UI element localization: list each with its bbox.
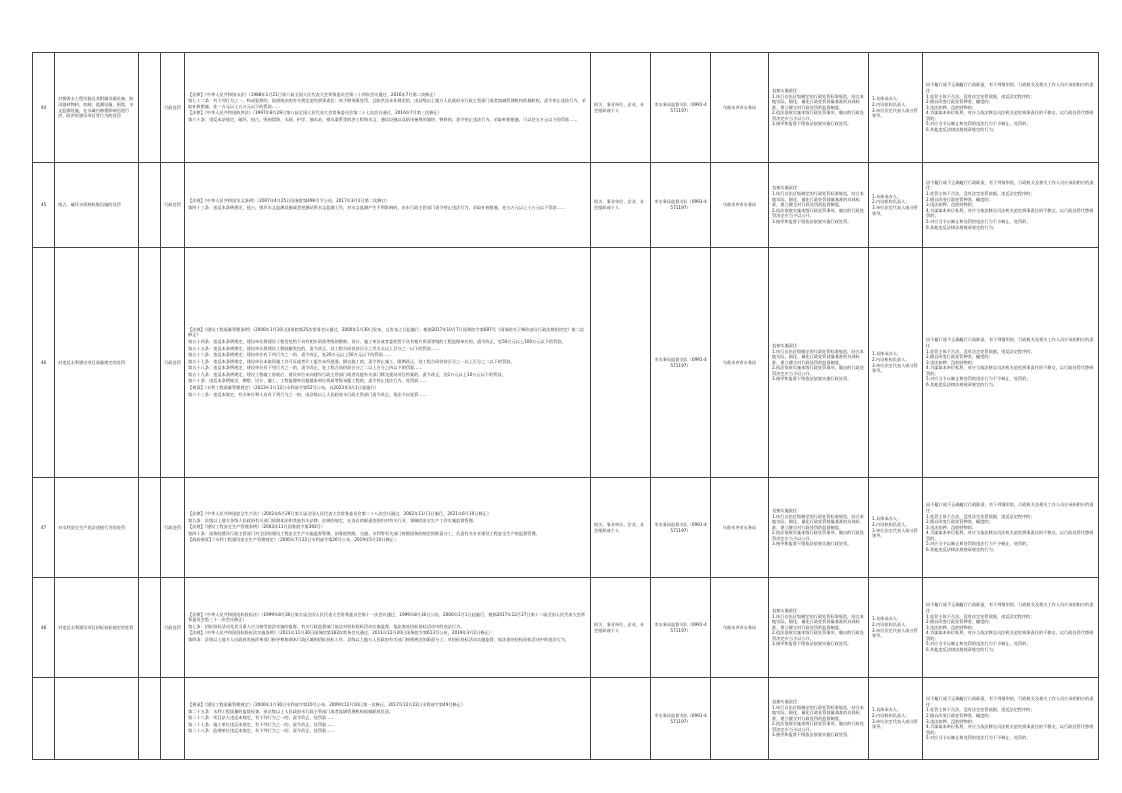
accountability-line: 3.违法扣押、没收财物的； [926, 104, 977, 110]
duty-line: 3.指导和监督下级依法依规实施行政处罚。 [772, 121, 852, 127]
row-accountability [923, 163, 1099, 248]
legal-basis-paragraph: 第二十六条：项目法人违反本规定，有下列行为之一的，责令改正，处罚款…… [188, 715, 335, 721]
row-duties [769, 578, 869, 678]
row-subject [591, 248, 651, 478]
row-subject: 机关、事业单位、企业、社会组织或个人 [591, 478, 651, 578]
row-legal-basis [185, 163, 591, 248]
duty-line: 2.依法依规实施本级行政处罚事项，做出的行政处罚决定应当予以公开。 [772, 530, 864, 541]
row-responsible [869, 248, 923, 478]
accountability-line: 因不履行或不正确履行行政职责，有下列情形的，行政机关及相关工作人员应承担相应的责任： [926, 179, 1094, 191]
row-agency: 乌鲁木齐市水务局 [711, 478, 769, 578]
legal-basis-paragraph: 【法律】《中华人民共和国水法》（1988年1月21日第六届全国人民代表大会常务委员会第二十四次会议通过，2016年7月第二次修正） [188, 91, 438, 97]
accountability-line: 4.为谋取本单位私利，对应当依法移交司法机关追究刑事责任的不移交，以行政处罚代替刑罚的； [926, 724, 1094, 735]
row-item-name: 对违反水利建设项目质量规定的处罚 [55, 248, 139, 478]
row-empty-cell [139, 578, 161, 678]
accountability-line: 5.对应当予以制止和处罚的违法行为不予制止、处罚的； [926, 376, 1031, 382]
duty-line: 3.指导和监督下级依法依规实施行政处罚。 [772, 641, 852, 647]
table-body [33, 53, 1099, 760]
duty-line: 1.执行自治区级制定的行政处罚标准规范，结合本地实际，细化、量化行政处罚裁量基准的具体标准，建立健全对行政处罚的监督制度。 [772, 191, 864, 208]
row-agency [711, 678, 769, 760]
accountability-line: 6.其他违反法律法规规章规定的行为。 [926, 224, 997, 230]
legal-basis-paragraph: 第五十五条：违反本条例规定，建设单位将建设工程肢解发包的，责令改正，处工程合同价款百分之零点五以上百分之一以下的罚款…… [188, 345, 440, 351]
row-type [161, 678, 185, 760]
responsible-line: 3.单位法定代表人或分管领导。 [872, 362, 918, 374]
legal-basis-paragraph: 第六十条：违反本法规定，破坏、侵占、毁损堤防、水闸、护岸、抽水站、排水渠系等防洪工程和水文、通信设施以及防汛备用的器材、物料的，责令停止违法行为，采取补救措施，可以处五万元以下的罚款…… [188, 116, 578, 122]
row-type: 行政处罚 [161, 163, 185, 248]
legal-basis-paragraph: 【法律】《中华人民共和国防洪法》（1997年8月29日第八届全国人民代表大会常务委员会第二十七次会议通过，2016年7月第三次修正） [188, 110, 442, 116]
table-row [33, 248, 1099, 478]
legal-basis-paragraph: 【政府规章】《水利工程建设安全生产管理规定》（2005年7月22日水利部令第26号公布，2019年5月10日修正） [188, 537, 399, 543]
row-legal-basis [185, 478, 591, 578]
legal-basis-paragraph: 第六十条：违反本条例规定，勘察、设计、施工、工程监理单位超越本单位资质等级承揽工程的，责令停止违法行为，处罚款…… [188, 378, 427, 384]
responsible-line: 1.具体承办人； [872, 96, 902, 102]
responsible-line: 2.内设机构负责人； [872, 101, 910, 107]
responsible-line: 1.具体承办人； [872, 616, 902, 622]
table-row [33, 678, 1099, 760]
row-duties [769, 163, 869, 248]
row-responsible [869, 163, 923, 248]
legal-basis-paragraph: 【法规】《建设工程质量管理条例》（2000年1月10日国务院第25次常务会议通过，2000年1月30日发布，自发布之日起施行；根据2017年10月7日国务院令第687号《国务院关于修改部分行政法规的决定》第二次修正） [188, 326, 584, 338]
accountability-line: 因不履行或不正确履行行政职责，有下列情形的，行政机关及相关工作人员应承担相应的责任： [926, 82, 1094, 93]
legal-basis-paragraph: 【法律】《中华人民共和国招标投标法》（1999年8月30日第九届全国人民代表大会常务委员会第十一次会议通过，1999年8月30日公布，2000年1月1日起施行，根据2017年12月27日第十二届全国人民代表大会常务委员会第三十一次会议修正） [188, 611, 586, 623]
accountability-line: 4.为谋取本单位私利，对应当依法移交司法机关追究刑事责任的不移交，以行政处罚代替刑罚的； [926, 630, 1094, 641]
duty-line: 1.执行自治区级制定的行政处罚标准规范，结合本地实际，细化、量化行政处罚裁量基准的具体标准，建立健全对行政处罚的监督制度。 [772, 613, 864, 630]
duty-line: 直接实施责任： [772, 507, 802, 513]
legal-basis-paragraph: 第五十八条：违反本条例规定，建设单位有下列行为之一的，责令改正，处工程合同价款百分之二以上百分之四以下的罚款…… [188, 365, 423, 371]
accountability-line: 4.为谋取本单位私利，对应当依法移交司法机关追究刑事责任的不移交，以行政处罚代替刑罚的； [926, 110, 1094, 121]
duty-line: 1.执行自治区级制定的行政处罚标准规范，结合本地实际，细化、量化行政处罚裁量基准的具体标准，建立健全对行政处罚的监督制度。 [772, 93, 864, 110]
legal-basis-paragraph: 第七条：招标投标活动及其当事人应当接受依法实施的监督。有关行政监督部门依法对招标投标活动实施监督，依法查处招标投标活动中的违法行为。 [188, 623, 465, 629]
accountability-line: 1.处罚主体不合法，没有法定处罚依据，违反法定程序的； [926, 613, 1035, 619]
row-seq [33, 678, 55, 760]
row-subject: 机关、事业单位、企业、社会组织或个人 [591, 163, 651, 248]
row-subject [591, 678, 651, 760]
legal-basis-paragraph: 第二十八条：监理单位违反本规定，有下列行为之一的，责令改正，处罚款…… [188, 728, 335, 734]
duty-line: 3.指导和监督下级依法依规实施行政处罚。 [772, 218, 852, 224]
duty-line: 直接实施责任： [772, 87, 802, 93]
responsible-line: 2.内设机构负责人； [872, 521, 910, 527]
responsible-line: 2.内设机构负责人； [872, 356, 910, 362]
accountability-line: 1.处罚主体不合法，没有法定处罚依据，违反法定程序的； [926, 348, 1035, 354]
row-empty-cell [139, 478, 161, 578]
row-responsible [869, 578, 923, 678]
legal-basis-paragraph: 【法规】《中华人民共和国水文条例》（2007年4月25日国务院第496号令公布，2017年3月1日第二次修订） [188, 198, 390, 204]
duty-line: 3.指导和监督下级依法依规实施行政处罚。 [772, 541, 852, 547]
row-empty-cell [139, 678, 161, 760]
legal-basis-paragraph: 第五十九条：违反本条例规定，建设工程竣工验收后，建设单位未向建设行政主管部门或者其他有关部门移交建设项目档案的，责令改正，处1万元以上10万元以下的罚款。 [188, 371, 506, 377]
responsible-line: 1.具体承办人； [872, 193, 902, 199]
accountability-line: 5.对应当予以制止和处罚的违法行为不予制止、处罚的； [926, 218, 1031, 224]
duty-line: 1.执行自治区级制定的行政处罚标准规范，结合本地实际，细化、量化行政处罚裁量基准的具体标准，建立健全对行政处罚的监督制度。 [772, 348, 864, 365]
accountability-line: 2.擅自改变行政处罚种类、幅度的； [926, 712, 993, 718]
row-empty-cell [139, 163, 161, 248]
row-legal-basis [185, 578, 591, 678]
accountability-line: 2.擅自改变行政处罚种类、幅度的； [926, 619, 993, 625]
duty-line: 直接实施责任： [772, 342, 802, 348]
row-responsible [869, 478, 923, 578]
accountability-line: 6.其他违反法律法规规章规定的行为。 [926, 127, 997, 133]
accountability-line: 2.擅自改变行政处罚种类、幅度的； [926, 354, 993, 360]
legal-basis-paragraph: 第四十条：国务院建设行政主管部门对全国的建设工程安全生产实施监督管理。国务院铁路、交通、水利等有关部门按照国务院规定的职责分工，负责有关专业建设工程安全生产的监督管理。 [188, 530, 540, 536]
row-type: 行政处罚 [161, 53, 185, 163]
row-department: 市水务局监督支队（0991-4571197） [651, 578, 711, 678]
responsible-line: 3.单位法定代表人或分管领导。 [872, 205, 918, 216]
accountability-line: 2.擅自改变行政处罚种类、幅度的； [926, 519, 993, 525]
accountability-line: 6.其他违反法律法规规章规定的行为。 [926, 547, 997, 553]
duty-line: 2.依法依规实施本级行政处罚事项，做出的行政处罚决定应当予以公开。 [772, 365, 864, 376]
accountability-line: 1.处罚主体不合法，没有法定处罚依据，违反法定程序的； [926, 93, 1035, 99]
legal-basis-paragraph: 【规章】《建设工程质量管理规定》（2000年1月30日水利部令第10号公布，2009年12月10日第一次修正，2017年12月22日水利部令第49号修正） [188, 702, 466, 708]
accountability-line: 5.对应当予以制止和处罚的违法行为不予制止、处罚的； [926, 541, 1031, 547]
responsible-line: 1.具体承办人； [872, 516, 902, 522]
accountability-line: 因不履行或不正确履行行政职责，有下列情形的，行政机关及相关工作人员应承担相应的责任： [926, 696, 1094, 707]
accountability-line: 3.违法扣押、没收财物的； [926, 202, 977, 208]
legal-basis-paragraph: 第五十七条：违反本条例规定，建设单位未取得施工许可证或者开工报告未经批准，擅自施工的，责令停止施工，限期改正，处工程合同价款百分之一以上百分之二以下的罚款。 [188, 358, 515, 364]
duty-line: 2.依法依规实施本级行政处罚事项，做出的行政处罚决定应当予以公开。 [772, 110, 864, 121]
duty-line: 1.执行自治区级制定的行政处罚标准规范，结合本地实际，细化、量化行政处罚裁量基准的具体标准，建立健全对行政处罚的监督制度。 [772, 513, 864, 530]
duty-line: 直接实施责任： [772, 607, 802, 613]
accountability-line: 因不履行或不正确履行行政职责，有下列情形的，行政机关及相关工作人员应承担相应的责任： [926, 602, 1094, 613]
accountability-line: 2.擅自改变行政处罚种类、幅度的； [926, 99, 993, 105]
legal-basis-paragraph: 【法律】《中华人民共和国安全生产法》（2002年6月29日第九届全国人民代表大会常务委员会第二十八次会议通过，2002年11月1日施行，2021年6月10日修正） [188, 511, 492, 517]
row-empty-cell [139, 53, 161, 163]
responsible-line: 2.内设机构负责人； [872, 621, 910, 627]
row-duties [769, 248, 869, 478]
table-row [33, 53, 1099, 163]
row-department: 市水务局监督支队（0991-4571197） [651, 478, 711, 578]
row-type: 行政处罚 [161, 578, 185, 678]
responsible-line: 3.单位法定代表人或分管领导。 [872, 527, 918, 539]
legal-basis-paragraph: 第六十三条：违反本规定，有关单位和人员有下列行为之一的，由县级以上人民政府水行政主管部门责令改正，依法予以处罚…… [188, 391, 427, 397]
row-agency: 乌鲁木齐市水务局 [711, 248, 769, 478]
accountability-line: 1.处罚主体不合法，没有法定处罚依据，违反法定程序的； [926, 513, 1035, 519]
accountability-line: 5.对应当予以制止和处罚的违法行为不予制止、处罚的； [926, 735, 1031, 741]
table-row [33, 478, 1099, 578]
accountability-line: 因不履行或不正确履行行政职责，有下列情形的，行政机关及相关工作人员应承担相应的责任： [926, 337, 1094, 348]
legal-basis-paragraph: 第五十六条：违反本条例规定，建设单位有下列行为之一的，责令改正，处20万元以上50万元以下的罚款…… [188, 352, 392, 358]
responsible-line: 3.单位法定代表人或分管领导。 [872, 627, 918, 639]
row-responsible [869, 53, 923, 163]
accountability-line: 5.对应当予以制止和处罚的违法行为不予制止、处罚的； [926, 641, 1031, 647]
accountability-line: 5.对应当予以制止和处罚的违法行为不予制止、处罚的； [926, 121, 1031, 127]
row-accountability [923, 248, 1099, 478]
legal-basis-paragraph: 第九条：县级以上地方各级人民政府有关部门依照本法和其他有关法律、法规的规定，在各自的职责范围内对有关行业、领域的安全生产工作实施监督管理。 [188, 517, 477, 523]
row-duties [769, 678, 869, 760]
row-type: 行政处罚 [161, 248, 185, 478]
row-accountability [923, 478, 1099, 578]
legal-basis-paragraph: 【法规】《建设工程安全生产管理条例》（2003年11月国务院令第393号） [188, 524, 326, 530]
responsible-line: 1.具体承办人； [872, 351, 902, 357]
row-seq: 47 [33, 478, 55, 578]
row-accountability [923, 578, 1099, 678]
responsible-line: 3.单位法定代表人或分管领导。 [872, 107, 918, 119]
row-seq: 45 [33, 163, 55, 248]
row-item-name: 对水利安全生产违法违规行为的处罚 [55, 478, 139, 578]
duty-line: 2.依法依规实施本级行政处罚事项，做出的行政处罚决定应当予以公开。 [772, 207, 864, 219]
row-seq: 46 [33, 248, 55, 478]
row-agency: 乌鲁木齐市水务局 [711, 163, 769, 248]
row-seq: 44 [33, 53, 55, 163]
legal-basis-paragraph: 第四条：县级以上地方人民政府发展改革部门指导和协调本行政区域的招标投标工作。县级以上地方人民政府有关部门按照规定的职责分工，对招标投标活动实施监督，依法查处招标投标活动中的违法行为。 [188, 636, 570, 642]
row-subject: 机关、事业单位、企业、社会组织或个人 [591, 578, 651, 678]
responsible-line: 1.具体承办人； [872, 707, 902, 713]
responsible-line: 2.内设机构负责人； [872, 712, 910, 718]
row-item-name: 对损毁水工程设施及其附属设施设备，防汛器材物料、控制、监测设施、围堤，水文监测设施，在水域内修建影响河道行洪、防洪的建设项目等行为的处罚 [55, 53, 139, 163]
responsible-line: 2.内设机构负责人； [872, 199, 910, 205]
duty-line: 2.依法依规实施本级行政处罚事项，做出的行政处罚决定应当予以公开。 [772, 721, 864, 732]
row-responsible [869, 678, 923, 760]
duty-line: 3.指导和监督下级依法依规实施行政处罚。 [772, 732, 852, 738]
accountability-line: 3.违法扣押、没收财物的； [926, 524, 977, 530]
row-item-name [55, 678, 139, 760]
row-item-name: 使占、破坏水资料收集设施的处罚 [55, 163, 139, 248]
duty-line: 直接实施责任： [772, 185, 802, 191]
row-accountability [923, 678, 1099, 760]
accountability-line: 1.处罚主体不合法，没有法定处罚依据，违反法定程序的； [926, 707, 1035, 713]
accountability-line: 6.其他违反法律法规规章规定的行为。 [926, 382, 997, 388]
row-department: 市水务局监督支队（0991-4571197） [651, 163, 711, 248]
table-row [33, 163, 1099, 248]
row-item-name: 对违反水利建设项目招标投标规定的处罚 [55, 578, 139, 678]
row-legal-basis [185, 678, 591, 760]
row-duties [769, 53, 869, 163]
responsibility-table [32, 52, 1099, 760]
row-duties [769, 478, 869, 578]
row-legal-basis [185, 248, 591, 478]
accountability-line: 4.为谋取本单位私利，对应当依法移交司法机关追究刑事责任的不移交，以行政处罚代替刑罚的； [926, 530, 1094, 541]
row-agency: 乌鲁木齐市水务局 [711, 53, 769, 163]
legal-basis-paragraph: 第七十二条：有下列行为之一，构成犯罪的，依照刑法的有关规定追究刑事责任；尚不够刑事处罚，且防洪法未作规定的，由县级以上地方人民政府水行政主管部门或者流域管理机构依据职权，责令停止违法行为，采取补救措施，处一万元以上五万元以下的罚款…… [188, 98, 586, 109]
accountability-line: 3.违法扣押、没收财物的； [926, 718, 977, 724]
duty-line: 直接实施责任： [772, 698, 802, 704]
row-agency: 乌鲁木齐市水务局 [711, 578, 769, 678]
responsible-line: 3.单位法定代表人或分管领导。 [872, 718, 918, 730]
row-empty-cell [139, 248, 161, 478]
duty-line: 2.依法依规实施本级行政处罚事项，做出的行政处罚决定应当予以公开。 [772, 630, 864, 641]
accountability-line: 因不履行或不正确履行行政职责，有下列情形的，行政机关及相关工作人员应承担相应的责任： [926, 502, 1094, 513]
accountability-line: 6.其他违反法律法规规章规定的行为。 [926, 647, 997, 653]
duty-line: 3.指导和监督下级依法依规实施行政处罚。 [772, 376, 852, 382]
row-department: 市水务局监督支队（0991-4571197） [651, 248, 711, 478]
accountability-line: 1.处罚主体不合法，没有法定处罚依据，违反法定程序的； [926, 191, 1035, 197]
accountability-line: 4.为谋取本单位私利，对应当依法移交司法机关追究刑事责任的不移交，以行政处罚代替刑罚的； [926, 365, 1094, 376]
legal-basis-paragraph: 第二十七条：施工单位违反本规定，有下列行为之一的，责令改正，处罚款…… [188, 721, 335, 727]
row-department: 市水务局监督支队（0991-4571197） [651, 53, 711, 163]
row-accountability [923, 53, 1099, 163]
legal-basis-paragraph: 第二十五条：水利工程质量的监督检查，由县级以上人民政府水行政主管部门或者流域管理机构依据职权负责。 [188, 708, 394, 714]
row-legal-basis [185, 53, 591, 163]
accountability-line: 4.为谋取本单位私利，对应当依法移交司法机关追究刑事责任的不移交，以行政处罚代替刑罚的； [926, 207, 1094, 219]
row-type: 行政处罚 [161, 478, 185, 578]
row-subject: 机关、事业单位、企业、社会组织或个人 [591, 53, 651, 163]
legal-basis-paragraph: 第四十三条：违反本条例规定，侵占、毁坏水文监测设施或者逆测站所水文监测工作，对水文监测产生不利影响的，由水行政主管部门责令停止违法行为，采取补救措施，处五万元以上十万元以下罚款…… [188, 205, 565, 210]
row-department: 市水务局监督支队（0991-4571197） [651, 678, 711, 760]
legal-basis-paragraph: 第五十四条：违反本条例规定，建设单位将建设工程发包给不具有相应资质等级的勘察、设计、施工单位或者委托给不具有相应资质等级的工程监理单位的，责令改正，处50万元以上100万元以下的罚款。 [188, 338, 566, 344]
legal-basis-paragraph: 【规章】《水利工程质量管理规定》（2023年1月12日水利部令第52号公布，自2023年3月1日起施行） [188, 385, 379, 391]
row-seq: 48 [33, 578, 55, 678]
accountability-line: 2.擅自改变行政处罚种类、幅度的； [926, 196, 993, 202]
table-row [33, 578, 1099, 678]
duty-line: 1.执行自治区级制定的行政处罚标准规范，结合本地实际，细化、量化行政处罚裁量基准的具体标准，建立健全对行政处罚的监督制度。 [772, 704, 864, 721]
accountability-line: 3.违法扣押、没收财物的； [926, 359, 977, 365]
accountability-line: 3.违法扣押、没收财物的； [926, 624, 977, 630]
legal-basis-paragraph: 【法规】《中华人民共和国招标投标法实施条例》（2011年11月30日国务院第183次常务会议通过，2011年12月20日国务院令第613号公布，2019年3月2日修正） [188, 630, 493, 636]
